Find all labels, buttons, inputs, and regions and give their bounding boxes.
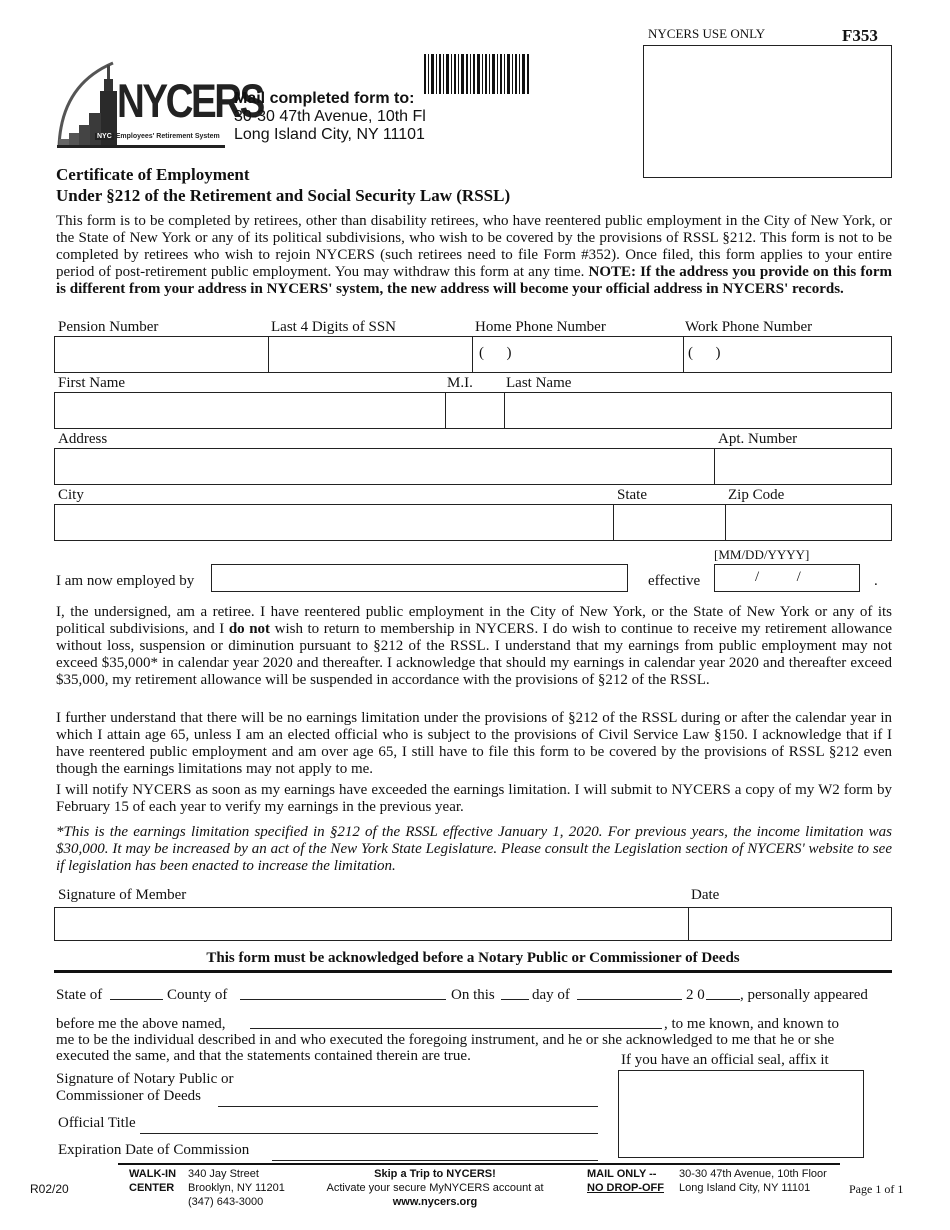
notary-signature-label-1: Signature of Notary Public or (56, 1071, 234, 1087)
zip-input[interactable] (726, 505, 891, 540)
signature-date-input[interactable] (689, 908, 891, 940)
before-me-label: before me the above named, (56, 1016, 226, 1032)
date-separators: / / (755, 569, 801, 585)
seal-label: If you have an official seal, affix it (621, 1052, 829, 1068)
address-label: Address (58, 431, 108, 447)
effective-label: effective (648, 573, 701, 589)
first-name-label: First Name (58, 375, 126, 391)
barcode-icon (424, 54, 530, 94)
work-phone-input[interactable] (684, 337, 891, 372)
nycers-use-only-box (643, 45, 892, 178)
form-title: Certificate of Employment (56, 165, 250, 184)
address-row (54, 448, 892, 485)
notary-seal-box[interactable] (618, 1070, 864, 1158)
mail-to-line1: 30-30 47th Avenue, 10th Fl (234, 108, 426, 125)
day-of-label: day of (532, 987, 570, 1003)
notary-signature-input[interactable] (218, 1106, 598, 1107)
p1-part-a: I, the undersigned, am a retiree. I have reentered public employment in the City of New York, or the State of New York or any of its political subdivisions, and I (56, 604, 892, 637)
notary-state-input[interactable] (110, 999, 163, 1000)
walk-in-label-2: CENTER (129, 1182, 175, 1194)
last-name-label: Last Name (506, 375, 572, 391)
logo-text: NYCERS (117, 74, 263, 127)
walk-in-label-1: WALK-IN (129, 1168, 177, 1180)
notary-text-2: me to be the individual described in and who executed the foregoing instrument, and he or she acknowledged to me that he or she (56, 1032, 835, 1048)
notary-text-3: executed the same, and that the statements contained therein are true. (56, 1048, 471, 1064)
employer-input[interactable] (211, 564, 628, 592)
city-row (54, 504, 892, 541)
on-this-label: On this (451, 987, 495, 1003)
use-only-label: NYCERS USE ONLY (648, 26, 766, 41)
apt-input[interactable] (715, 449, 891, 484)
activate-text: Activate your secure MyNYCERS account at (326, 1182, 544, 1194)
barcode (424, 54, 530, 94)
notary-county-input[interactable] (240, 999, 446, 1000)
p1-part-b: wish to return to membership in NYCERS. I do wish to continue to receive my retirement allowance without loss, suspension or diminution pursuant to §212 of the RSSL. I understand that my earnings from public employment may not exceed $35,000* in calendar year 2020 and thereafter. I acknowledge that should my earnings in calendar year 2020 and thereafter exceed $35,000, my retirement allowance will be suspended in accordance with the provisions of §212 of the RSSL. (56, 621, 892, 688)
employed-by-label: I am now employed by (56, 573, 195, 589)
mi-label: M.I. (447, 375, 473, 391)
nycers-logo (55, 55, 263, 151)
notary-name-input[interactable] (250, 1028, 662, 1029)
home-phone-area: ( ) (479, 345, 512, 361)
p1-bold: do not (228, 621, 271, 637)
official-title-input[interactable] (140, 1133, 598, 1134)
form-subtitle: Under §212 of the Retirement and Social Security Law (RSSL) (56, 186, 511, 205)
walk-in-addr-2: Brooklyn, NY 11201 (188, 1182, 285, 1194)
work-phone-label: Work Phone Number (685, 319, 813, 335)
notary-signature-label-2: Commissioner of Deeds (56, 1088, 201, 1104)
form-number: F353 (842, 26, 878, 45)
paragraph-1 (56, 604, 892, 689)
intro-text: This form is to be completed by retirees, other than disability retirees, who have reentered public employment in the City of New York, or the State of New York or any of its political subdivisions, who wish to be covered by the provisions of RSSL §212. This form is not to be completed by retirees who wish to rejoin NYCERS (such retirees need to file Form #352). Once filed, this form applies to your entire period of post-retirement public employment. You may withdraw this form at any time. (56, 213, 892, 280)
official-title-label: Official Title (58, 1115, 136, 1131)
mi-input[interactable] (446, 393, 504, 428)
ssn-label: Last 4 Digits of SSN (271, 319, 397, 335)
last-name-input[interactable] (505, 393, 891, 428)
ssn-input[interactable] (269, 337, 472, 372)
county-of-label: County of (167, 987, 228, 1003)
member-signature-label: Signature of Member (58, 887, 187, 903)
expiration-input[interactable] (272, 1160, 598, 1161)
page-number: Page 1 of 1 (849, 1182, 904, 1196)
signature-date-label: Date (691, 887, 720, 903)
skip-trip-text: Skip a Trip to NYCERS! (374, 1168, 496, 1180)
mail-to-line2: Long Island City, NY 11101 (234, 126, 425, 143)
zip-label: Zip Code (728, 487, 785, 503)
logo-sub: Employees' Retirement System (115, 133, 220, 140)
name-row (54, 392, 892, 429)
revision-code: R02/20 (30, 1182, 69, 1196)
paragraph-2: I further understand that there will be no earnings limitation under the provisions of §212 of the RSSL during or after the calendar year in which I attain age 65, unless I am an elected official who is subject to the provisions of Civil Service Law §150. I acknowledge that if I have reentered public employment and am over age 65, I still have to file this form to be covered by the provisions of RSSL §212 even though the earnings limitations may not apply to me. (56, 710, 892, 777)
signature-row (54, 907, 892, 941)
work-phone-area: ( ) (688, 345, 721, 361)
apt-label: Apt. Number (718, 431, 798, 447)
paragraph-3: I will notify NYCERS as soon as my earnings have exceeded the earnings limitation. I will submit to NYCERS a copy of my W2 form by February 15 of each year to verify my earnings in the previous year. (56, 782, 892, 815)
walk-in-addr-1: 340 Jay Street (188, 1168, 259, 1180)
mail-address-2: Long Island City, NY 11101 (679, 1182, 811, 1194)
city-label: City (58, 487, 84, 503)
pension-number-label: Pension Number (58, 319, 159, 335)
personally-appeared: , personally appeared (740, 987, 868, 1003)
mail-to-label: Mail completed form to: (234, 90, 415, 107)
known-text: , to me known, and known to (664, 1016, 839, 1032)
notary-month-input[interactable] (577, 999, 682, 1000)
state-label: State (617, 487, 647, 503)
year-prefix: 2 0 (686, 987, 705, 1003)
home-phone-input[interactable] (473, 337, 683, 372)
first-name-input[interactable] (55, 393, 445, 428)
paragraph-footnote: *This is the earnings limitation specified in §212 of the RSSL effective January 1, 2020. For previous years, the income limitation was $30,000. It may be increased by an act of the New York State Legislature. Please consult the Legislation section of NYCERS' website to see if legislation has been enacted to increase the limitation. (56, 824, 892, 874)
home-phone-label: Home Phone Number (475, 319, 606, 335)
city-input[interactable] (55, 505, 613, 540)
expiration-label: Expiration Date of Commission (58, 1142, 250, 1158)
notary-day-input[interactable] (501, 999, 529, 1000)
footer-divider (118, 1163, 840, 1165)
address-input[interactable] (55, 449, 714, 484)
notary-year-input[interactable] (706, 999, 740, 1000)
state-of-label: State of (56, 987, 103, 1003)
id-phone-row (54, 336, 892, 373)
intro-paragraph (56, 213, 892, 298)
website-link[interactable]: www.nycers.org (392, 1196, 478, 1208)
walk-in-phone: (347) 643-3000 (188, 1196, 264, 1208)
mail-only-label-1: MAIL ONLY -- (587, 1168, 657, 1180)
state-input[interactable] (614, 505, 725, 540)
date-format-hint: [MM/DD/YYYY] (714, 547, 810, 562)
logo-sub-nyc: NYC (97, 133, 112, 140)
notary-heading: This form must be acknowledged before a Notary Public or Commissioner of Deeds (206, 950, 740, 966)
pension-number-input[interactable] (55, 337, 268, 372)
notary-divider (54, 970, 892, 973)
mail-address-1: 30-30 47th Avenue, 10th Floor (679, 1168, 827, 1180)
effective-date-input[interactable] (714, 564, 860, 592)
intro-note: NOTE: If the address you provide on this form is different from your address in NYCERS' system, the new address will become your official address in NYCERS' records. (56, 264, 892, 297)
mail-only-label-2: NO DROP-OFF (587, 1182, 664, 1194)
member-signature-input[interactable] (55, 908, 688, 940)
effective-period: . (874, 573, 878, 589)
